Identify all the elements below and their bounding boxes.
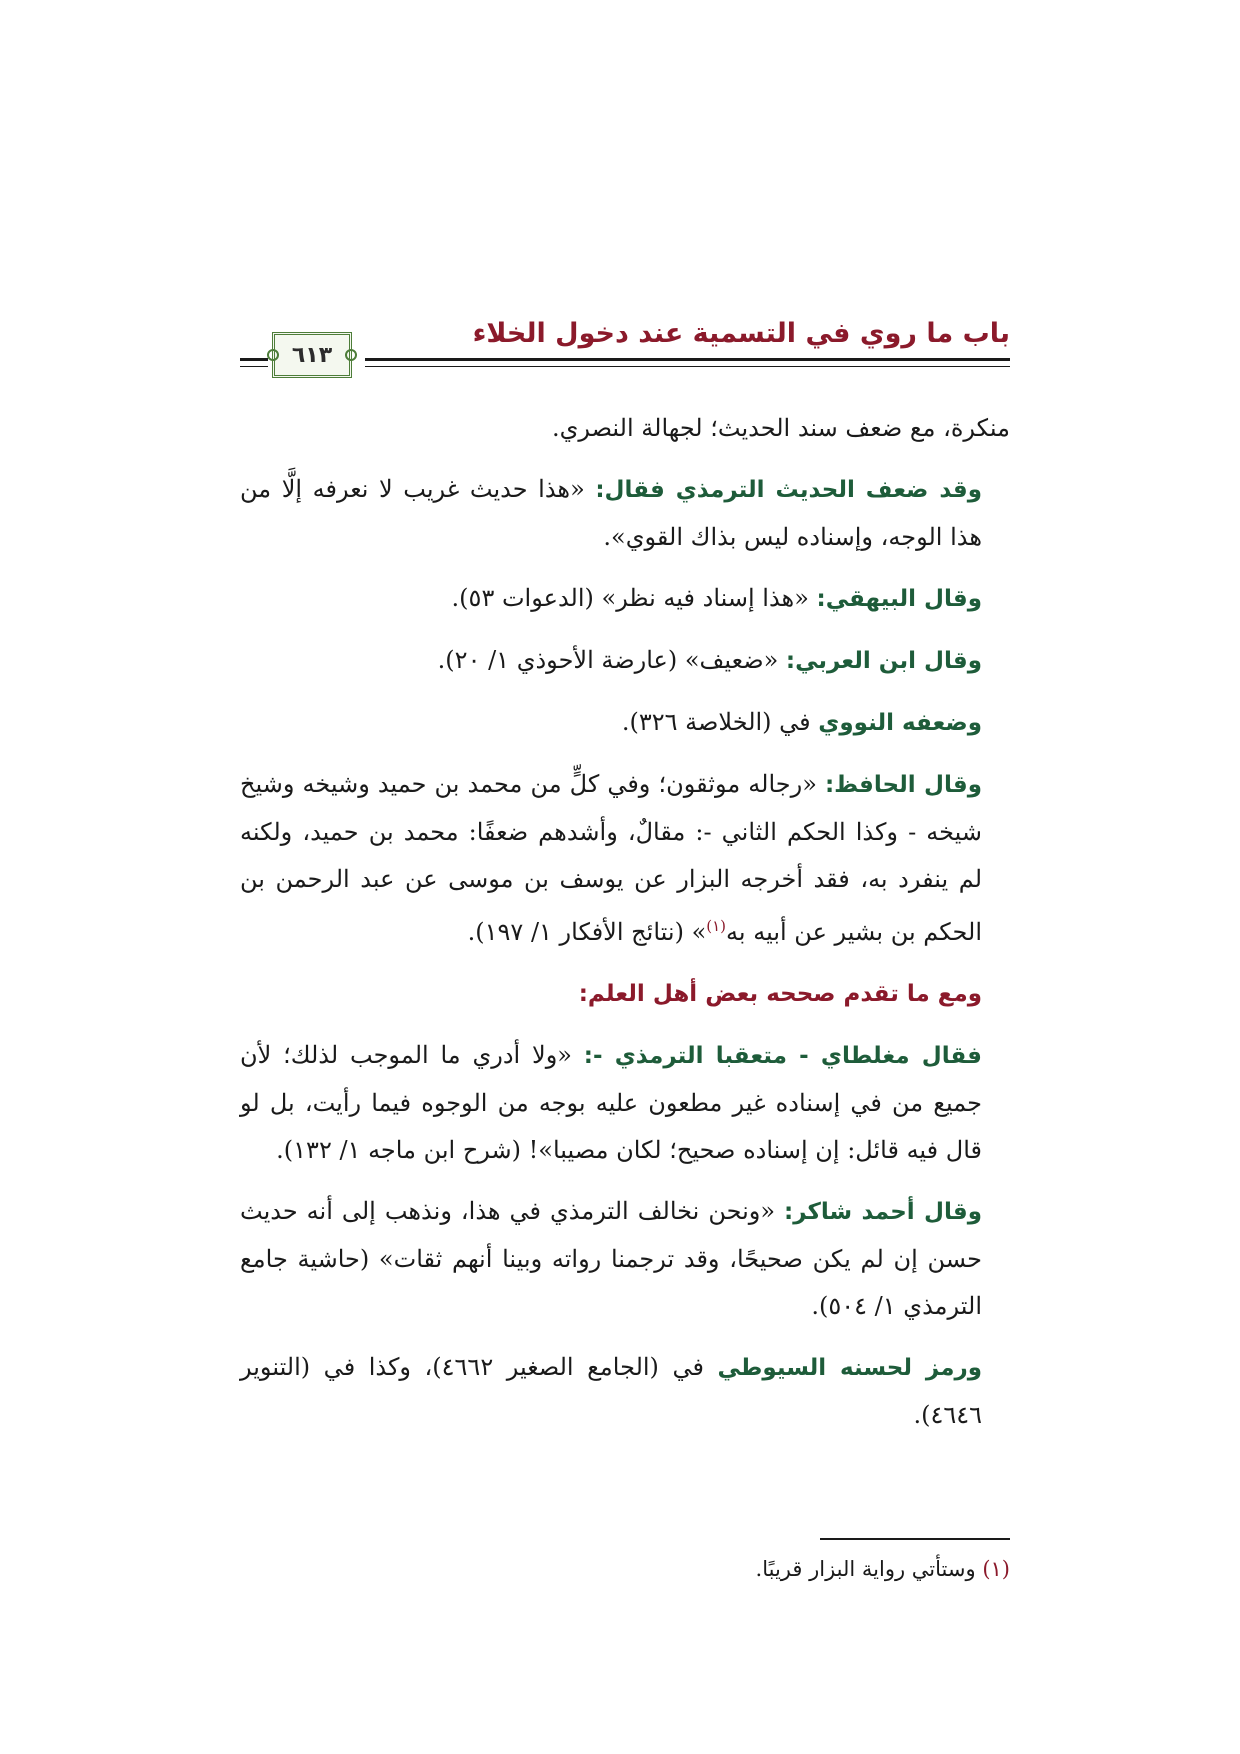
paragraph-bayhaqi: وقال البيهقي: «هذا إسناد فيه نظر» (الدعوات ٥٣). [451, 584, 982, 612]
paragraph-suyuti: ورمز لحسنه السيوطي في (الجامع الصغير ٤٦٦٢)، وكذا في (التنوير ٤٦٤٦). [240, 1353, 983, 1429]
section-heading: ومع ما تقدم صححه بعض أهل العلم: [578, 981, 982, 1007]
label-suyuti: ورمز لحسنه السيوطي [717, 1355, 983, 1381]
label-tirmidhi: وقد ضعف الحديث الترمذي فقال: [595, 477, 982, 503]
footnote [240, 1552, 1010, 1586]
footnote-text: وستأتي رواية البزار قريبًا. [755, 1557, 983, 1581]
header-rule-bottom [365, 366, 1010, 367]
page-number-badge [272, 332, 352, 378]
paragraph-nawawi: وضعفه النووي في (الخلاصة ٣٢٦). [621, 708, 982, 736]
label-bayhaqi: وقال البيهقي: [816, 586, 982, 612]
label-mughlatay: فقال مغلطاي - متعقبا الترمذي -: [583, 1043, 982, 1069]
label-nawawi: وضعفه النووي [818, 710, 982, 736]
label-shakir: وقال أحمد شاكر: [784, 1199, 982, 1225]
paragraph-shakir: وقال أحمد شاكر: «ونحن نخالف الترمذي في هذا، ونذهب إلى أنه حديث حسن إن لم يكن صحيحًا، وقد ترجمنا رواته وبينا أنهم ثقات» (حاشية جامع الترمذي ١/ ٥٠٤). [240, 1197, 982, 1320]
footnote-number: (١) [982, 1557, 1010, 1581]
label-ibn-arabi: وقال ابن العربي: [785, 648, 982, 674]
footnote-marker[interactable]: (١) [706, 917, 727, 935]
paragraph-hafiz: وقال الحافظ: «رجاله موثقون؛ وفي كلٍّ من محمد بن حميد وشيخه وشيخ شيخه - وكذا الحكم الثاني -: مقالٌ، وأشدهم ضعفًا: محمد بن حميد، ولكنه لم ينفرد به، فقد أخرجه البزار عن يوسف بن موسى عن عبد الرحمن بن الحكم بن بشير عن أبيه به$^{(١)}$» (نتائج الأفكار ١/ ١٩٧). [240, 770, 982, 946]
chapter-title: باب ما روي في التسمية عند دخول الخلاء [472, 318, 1010, 349]
header-rule-top [365, 358, 1010, 361]
paragraph-ibn-arabi: وقال ابن العربي: «ضعيف» (عارضة الأحوذي ١/ ٢٠). [437, 646, 982, 674]
footnote-separator [820, 1538, 1010, 1540]
label-hafiz: وقال الحافظ: [824, 772, 982, 798]
paragraph-tirmidhi: وقد ضعف الحديث الترمذي فقال: «هذا حديث غريب لا نعرفه إلَّا من هذا الوجه، وإسناده ليس بذاك القوي». [240, 475, 982, 551]
page-header [240, 300, 1010, 390]
header-rule-left-top [240, 358, 268, 361]
paragraph-mughlatay: فقال مغلطاي - متعقبا الترمذي -: «ولا أدري ما الموجب لذلك؛ لأن جميع من في إسناده غير مطعون عليه بوجه من الوجوه فيما رأيت، بل لو قال فيه قائل: إن إسناده صحيح؛ لكان مصيبا»! (شرح ابن ماجه ١/ ١٣٢). [240, 1041, 982, 1164]
paragraph-1: منكرة، مع ضعف سند الحديث؛ لجهالة النصري. [551, 414, 1010, 442]
page-number: ٦١٣ [291, 342, 333, 368]
main-text [240, 405, 1010, 1453]
header-rule-left-bottom [240, 366, 268, 367]
